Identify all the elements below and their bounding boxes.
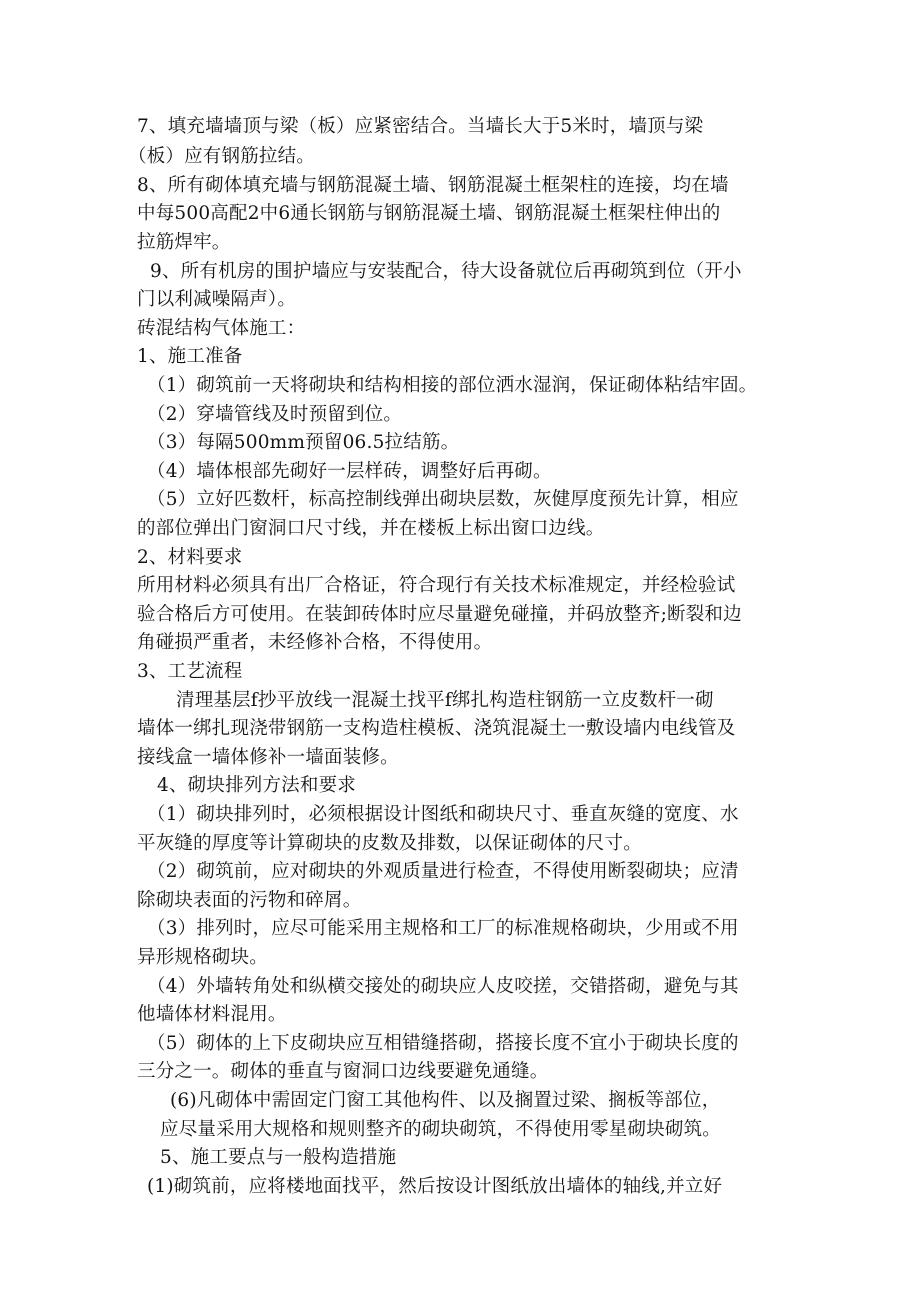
- text-line: (6)凡砌体中需固定门窗工其他构件、以及搁置过梁、搁板等部位，: [170, 1090, 721, 1111]
- text-line: 所用材料必须具有出厂合格证，符合现行有关技术标准规定，并经检验试: [137, 575, 736, 596]
- text-line: 平灰缝的厚度等计算砌块的皮数及排数，以保证砌体的尺寸。: [137, 833, 642, 854]
- text-line: （4）外墙转角处和纵横交接处的砌块应人皮咬搓，交错搭砌，避免与其: [147, 976, 739, 997]
- section-heading: 4、砌块排列方法和要求: [157, 775, 356, 796]
- text-line: 接线盒一墙体修补一墙面装修。: [137, 747, 399, 768]
- text-line: （5）立好匹数杆，标高控制线弹出砌块层数，灰健厚度预先计算，相应: [147, 489, 739, 510]
- text-line: （2）穿墙管线及时预留到位。: [147, 404, 403, 425]
- text-line: 7、填充墙墙顶与梁（板）应紧密结合。当墙长大于5米时，墙顶与梁: [137, 116, 704, 137]
- text-line: 门以利减噪隔声）。: [137, 289, 297, 310]
- text-line: 他墙体材料混用。: [137, 1004, 287, 1025]
- text-line: 墙体一绑扎现浇带钢筋一支构造柱模板、浇筑混凝土一敷设墙内电线管及: [137, 718, 736, 739]
- text-line: 除砌块表面的污物和碎屑。: [137, 890, 362, 911]
- text-line: 应尽量采用大规格和规则整齐的砌块砌筑，不得使用零星砌块砌筑。: [160, 1119, 722, 1140]
- text-line: 的部位弹出门窗洞口尺寸线，并在楼板上标出窗口边线。: [137, 518, 605, 539]
- section-heading: 2、材料要求: [137, 547, 243, 568]
- text-line: （3）排列时，应尽可能采用主规格和工厂的标准规格砌块，少用或不用: [147, 918, 739, 939]
- text-line: 中每500高配2中6通长钢筋与钢筋混凝土墙、钢筋混凝土框架柱伸出的: [137, 203, 721, 224]
- text-line: （板）应有钢筋拉结。: [128, 146, 316, 167]
- text-line: 三分之一。砌体的垂直与窗洞口边线要避免通缝。: [137, 1061, 549, 1082]
- section-heading: 3、工艺流程: [137, 661, 243, 682]
- text-line: 砖混结构气体施工：: [137, 318, 306, 339]
- text-line: 9、所有机房的围护墙应与安装配合，待大设备就位后再砌筑到位（开小: [150, 261, 742, 282]
- text-line: 拉筋焊牢。: [137, 232, 231, 253]
- text-line: 异形规格砌块。: [137, 947, 268, 968]
- text-line: （1）砌筑前一天将砌块和结构相接的部位洒水湿润，保证砌体粘结牢固。: [147, 375, 758, 396]
- section-heading: 5、施工要点与一般构造措施: [160, 1147, 397, 1168]
- text-line: （4）墙体根部先砌好一层样砖，调整好后再砌。: [147, 461, 552, 482]
- text-line: （3）每隔500mm预留06.5拉结筋。: [147, 432, 460, 453]
- text-line: （2）砌筑前，应对砌块的外观质量进行检查，不得使用断裂砌块；应清: [147, 861, 739, 882]
- text-line: （1）砌块排列时，必须根据设计图纸和砌块尺寸、垂直灰缝的宽度、水: [147, 804, 739, 825]
- text-line: (1)砌筑前，应将楼地面找平，然后按设计图纸放出墙体的轴线,并立好: [147, 1176, 723, 1197]
- text-line: （5）砌体的上下皮砌块应互相错缝搭砌，搭接长度不宜小于砌块长度的: [147, 1033, 739, 1054]
- section-heading: 1、施工准备: [137, 346, 243, 367]
- text-line: 角碰损严重者，未经修补合格，不得使用。: [137, 632, 493, 653]
- text-line: 验合格后方可使用。在装卸砖体时应尽量避免碰撞，并码放整齐;断裂和边: [137, 604, 742, 625]
- text-line: 清理基层f抄平放线一混凝土找平f绑扎构造柱钢筋一立皮数杆一砌: [176, 690, 714, 711]
- text-line: 8、所有砌体填充墙与钢筋混凝土墙、钢筋混凝土框架柱的连接，均在墙: [137, 175, 729, 196]
